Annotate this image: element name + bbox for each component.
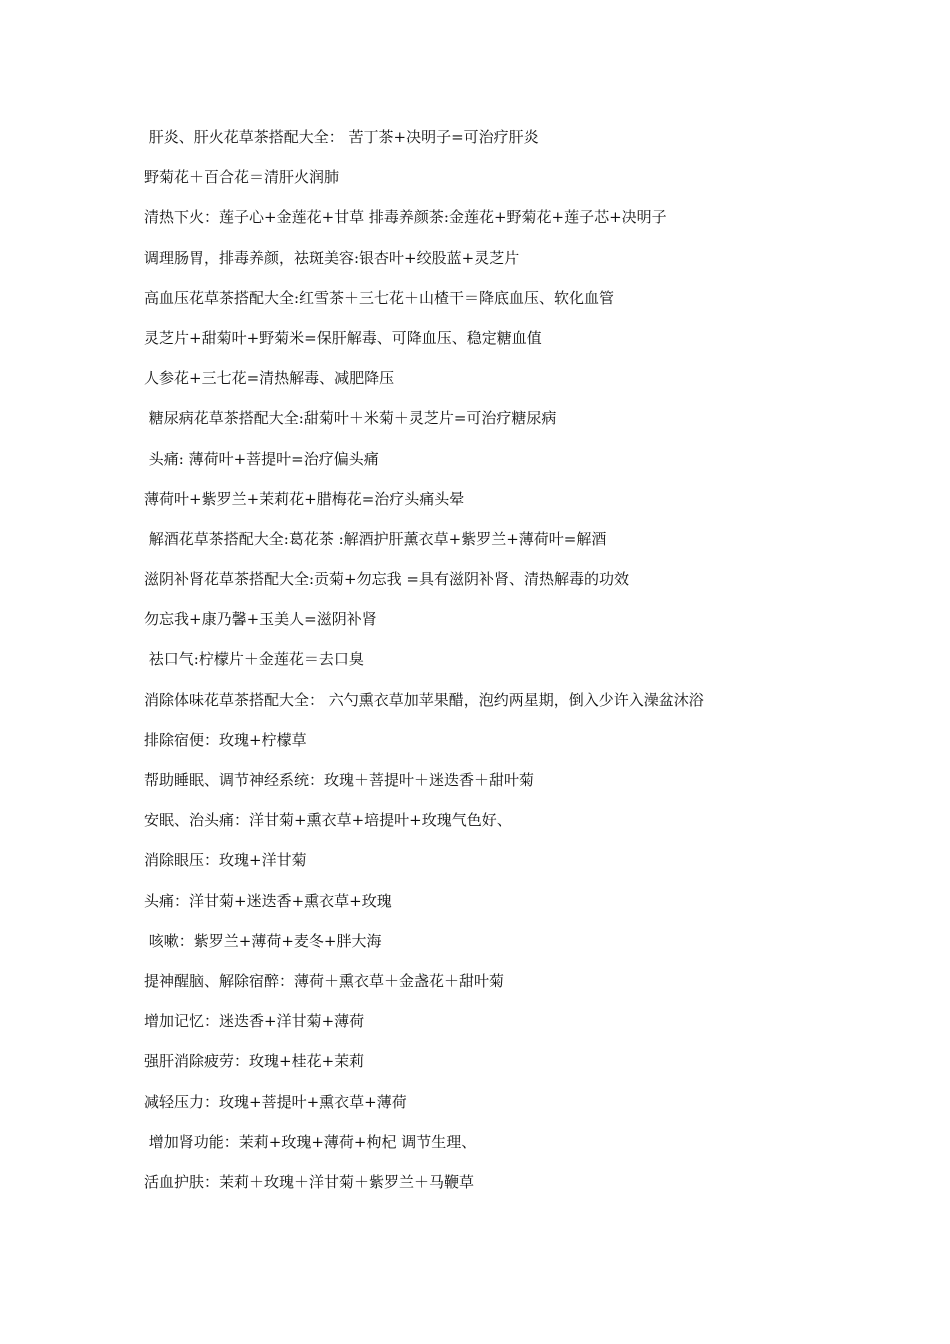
text-line: 头痛：洋甘菊+迷迭香+熏衣草+玫瑰	[144, 891, 392, 910]
herbal-tea-recipe-list	[144, 122, 904, 1207]
text-line: 排除宿便：玫瑰+柠檬草	[144, 730, 307, 749]
text-line: 提神醒脑、解除宿醉：薄荷＋熏衣草＋金盏花＋甜叶菊	[144, 971, 505, 990]
text-line: 强肝消除疲劳：玫瑰+桂花+茉莉	[144, 1052, 365, 1071]
text-line: 祛口气:柠檬片＋金莲花＝去口臭	[144, 650, 364, 669]
text-line: 灵芝片+甜菊叶+野菊米=保肝解毒、可降血压、稳定糖血值	[144, 328, 542, 347]
text-line: 增加记忆：迷迭香+洋甘菊+薄荷	[144, 1012, 365, 1031]
text-line: 增加肾功能：茉莉+玫瑰+薄荷+枸杞 调节生理、	[144, 1132, 477, 1151]
text-line: 消除体味花草茶搭配大全： 六勺熏衣草加苹果醋，泡约两星期，倒入少许入澡盆沐浴	[144, 690, 704, 709]
text-line: 安眠、治头痛：洋甘菊+熏衣草+培提叶+玫瑰气色好、	[144, 811, 512, 830]
text-line: 人参花+三七花=清热解毒、减肥降压	[144, 369, 395, 388]
text-line: 肝炎、肝火花草茶搭配大全： 苦丁茶+决明子=可治疗肝炎	[144, 128, 539, 146]
text-line: 活血护肤：茉莉＋玫瑰＋洋甘菊＋紫罗兰＋马鞭草	[144, 1172, 475, 1191]
text-line: 薄荷叶+紫罗兰+茉莉花+腊梅花=治疗头痛头晕	[144, 489, 465, 508]
text-line: 减轻压力：玫瑰+菩提叶+熏衣草+薄荷	[144, 1092, 407, 1111]
text-line: 头痛: 薄荷叶+菩提叶=治疗偏头痛	[144, 449, 379, 468]
text-line: 勿忘我+康乃馨+玉美人=滋阴补肾	[144, 610, 377, 629]
text-line: 咳嗽：紫罗兰+薄荷+麦冬+胖大海	[144, 931, 382, 950]
text-line: 滋阴补肾花草茶搭配大全:贡菊+勿忘我 =具有滋阴补肾、清热解毒的功效	[144, 570, 629, 589]
text-line: 消除眼压：玫瑰+洋甘菊	[144, 851, 307, 870]
text-line: 清热下火：莲子心+金莲花+甘草 排毒养颜茶:金莲花+野菊花+莲子芯+决明子	[144, 208, 667, 227]
text-line: 糖尿病花草茶搭配大全:甜菊叶＋米菊＋灵芝片=可治疗糖尿病	[144, 409, 557, 428]
text-line: 高血压花草茶搭配大全:红雪茶＋三七花＋山楂干＝降底血压、软化血管	[144, 288, 615, 307]
text-line: 调理肠胃，排毒养颜，祛斑美容:银杏叶+绞股蓝+灵芝片	[144, 248, 520, 267]
text-line: 野菊花＋百合花＝清肝火润肺	[144, 168, 340, 187]
text-line: 帮助睡眠、调节神经系统：玫瑰＋菩提叶＋迷迭香＋甜叶菊	[144, 771, 535, 789]
text-line: 解酒花草茶搭配大全:葛花茶 :解酒护肝薰衣草+紫罗兰+薄荷叶=解酒	[144, 529, 607, 548]
